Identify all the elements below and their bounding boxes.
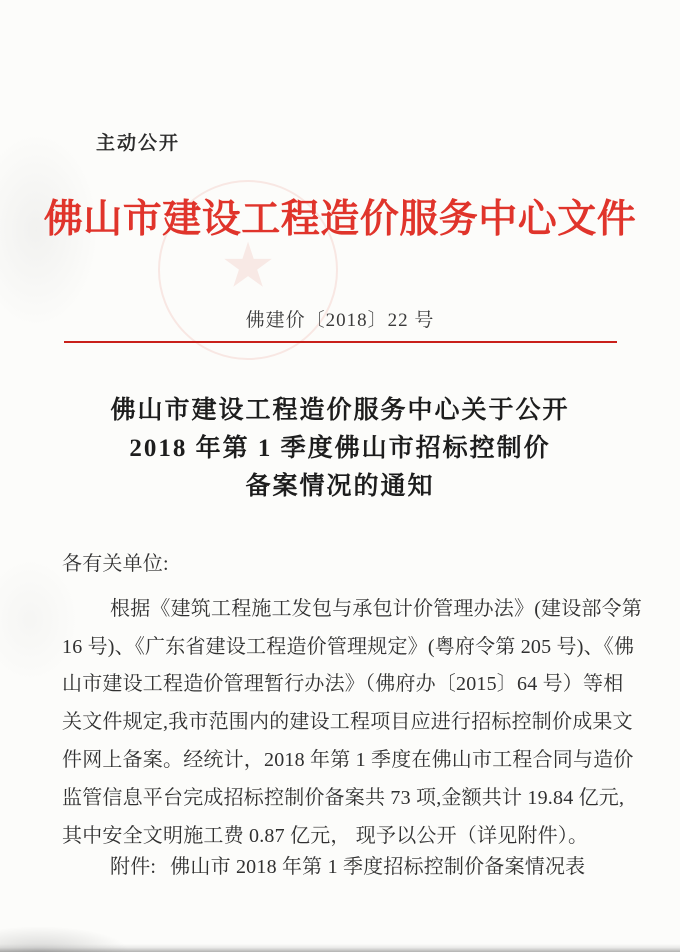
document-number: 佛建价〔2018〕22 号 — [245, 310, 435, 331]
title-line: 备案情况的通知 — [245, 473, 435, 500]
body-line: 其中安全文明施工费 0.87 亿元， 现予以公开（详见附件）。 — [62, 824, 589, 847]
attachment-text: 佛山市 2018 年第 1 季度招标控制价备案情况表 — [170, 856, 586, 878]
body-line: 16 号)、《广东省建设工程造价管理规定》(粤府令第 205 号)、《佛 — [62, 635, 635, 658]
salutation: 各有关单位: — [62, 553, 169, 575]
document-header-title: 佛山市建设工程造价服务中心文件 — [43, 198, 637, 241]
document-title — [40, 392, 640, 506]
seal-star-icon: ★ — [220, 232, 276, 301]
scan-bottom-edge — [0, 944, 680, 952]
red-separator-line — [64, 341, 617, 343]
body-line: 件网上备案。经统计，2018 年第 1 季度在佛山市工程合同与造价 — [62, 748, 634, 771]
document-body — [62, 546, 643, 855]
body-line: 山市建设工程造价管理暂行办法》（佛府办〔2015〕64 号）等相 — [62, 673, 624, 696]
scan-corner-smudge — [0, 926, 130, 952]
disclosure-label: 主动公开 — [96, 133, 181, 154]
title-line: 2018 年第 1 季度佛山市招标控制价 — [129, 435, 551, 462]
title-line: 佛山市建设工程造价服务中心关于公开 — [110, 397, 570, 424]
body-line: 根据《建筑工程施工发包与承包计价管理办法》(建设部令第 — [110, 597, 643, 620]
attachment-label: 附件: — [110, 856, 157, 878]
body-line: 关文件规定,我市范围内的建设工程项目应进行招标控制价成果文 — [62, 711, 633, 734]
body-line: 监管信息平台完成招标控制价备案共 73 项,金额共计 19.84 亿元, — [62, 786, 625, 809]
attachment-line — [62, 850, 585, 879]
